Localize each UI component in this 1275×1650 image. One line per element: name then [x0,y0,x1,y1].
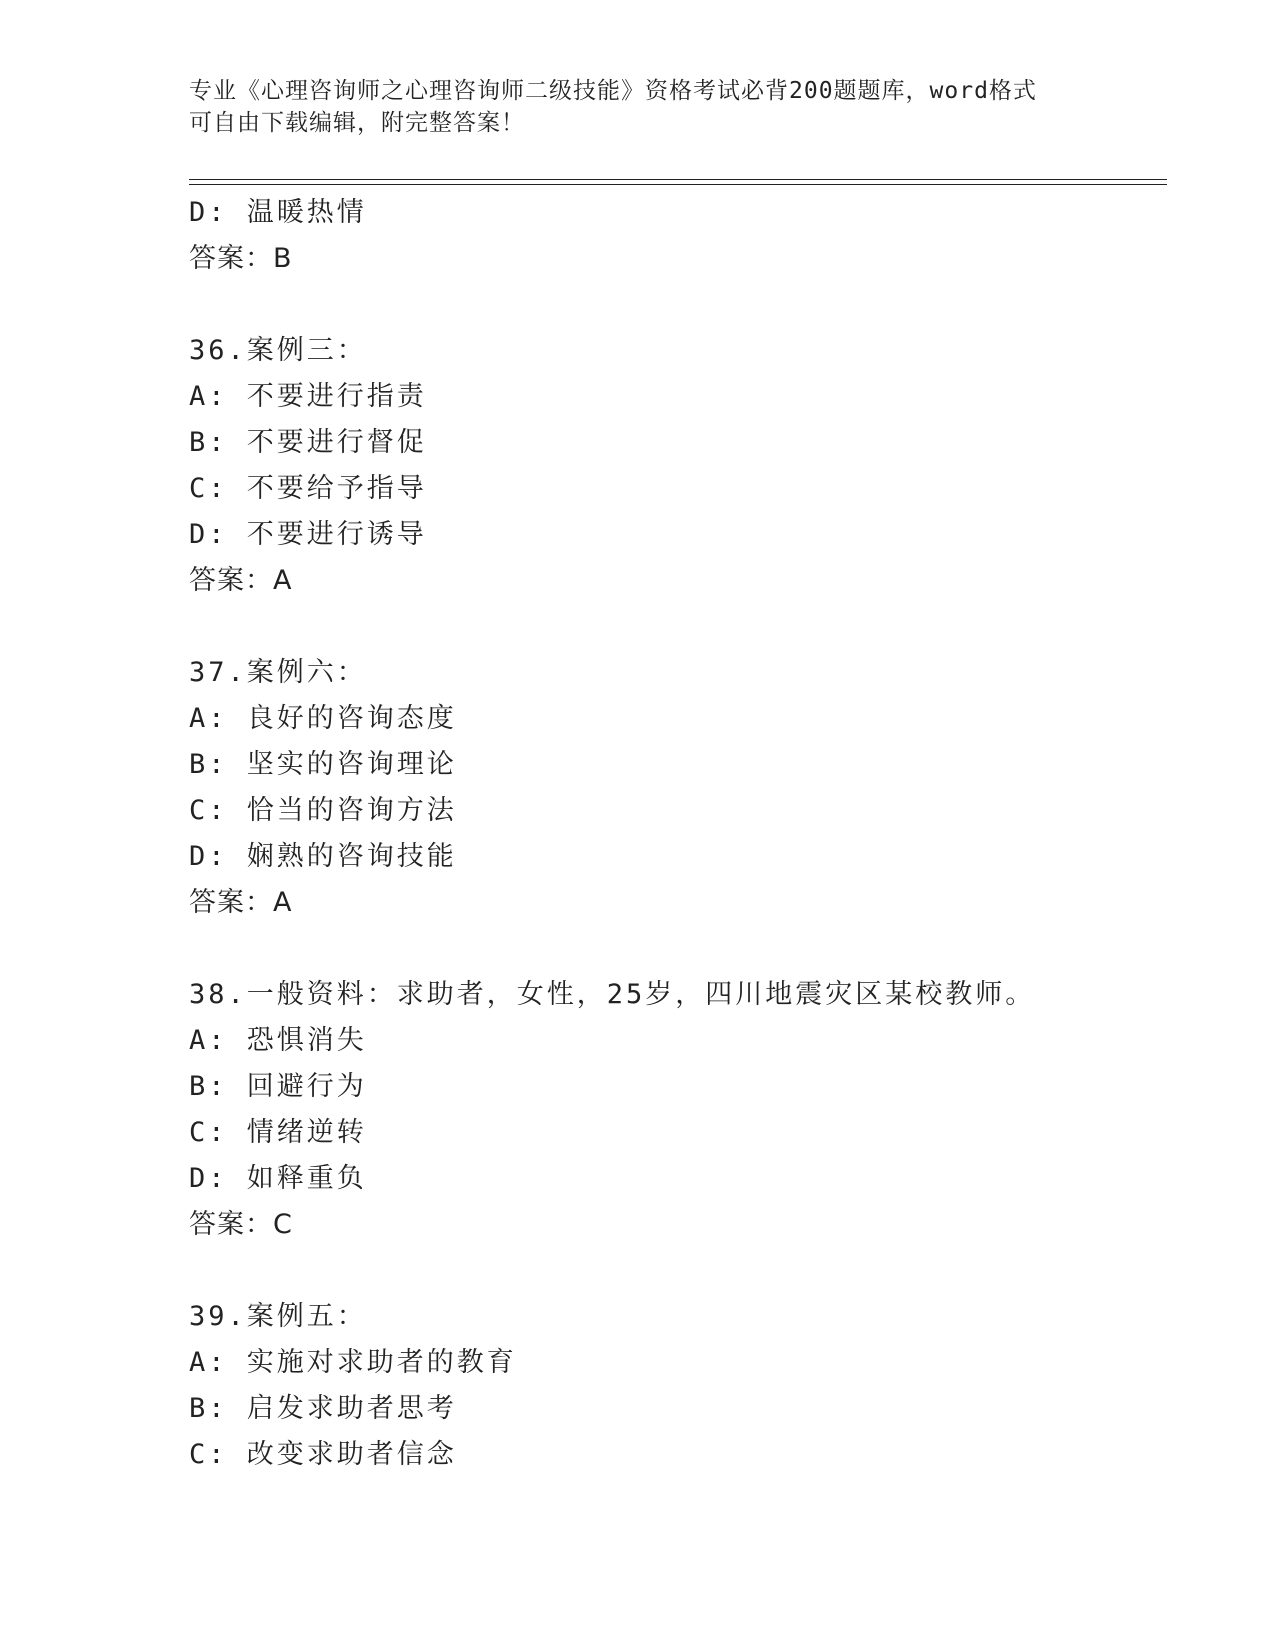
answer-line: 答案：B [189,243,293,274]
spacer [189,1248,1189,1294]
option-d: D: 如释重负 [189,1163,367,1194]
option-c: C: 改变求助者信念 [189,1439,457,1470]
spacer [189,282,1189,328]
option-a: A: 不要进行指责 [189,381,427,412]
option-b: B: 启发求助者思考 [189,1393,457,1424]
header-divider-top [189,179,1167,180]
option-b: B: 坚实的咨询理论 [189,749,457,780]
option-d: D: 娴熟的咨询技能 [189,841,457,872]
header-divider-bottom [189,184,1167,185]
option-d: D: 温暖热情 [189,197,367,228]
spacer [189,604,1189,650]
option-c: C: 情绪逆转 [189,1117,367,1148]
option-c: C: 恰当的咨询方法 [189,795,457,826]
answer-line: 答案：C [189,1209,293,1240]
question-stem: 36.案例三： [189,335,367,366]
option-a: A: 恐惧消失 [189,1025,367,1056]
document-header [189,75,1089,139]
spacer [189,926,1189,972]
header-title-line-1: 专业《心理咨询师之心理咨询师二级技能》资格考试必背200题题库，word格式 [189,78,1037,104]
answer-line: 答案：A [189,565,293,596]
question-stem: 38.一般资料：求助者，女性，25岁，四川地震灾区某校教师。 [189,979,1036,1010]
question-stem: 37.案例六： [189,657,367,688]
question-list [189,190,1189,1478]
option-a: A: 良好的咨询态度 [189,703,457,734]
option-b: B: 回避行为 [189,1071,367,1102]
option-b: B: 不要进行督促 [189,427,427,458]
option-a: A: 实施对求助者的教育 [189,1347,517,1378]
answer-line: 答案：A [189,887,293,918]
question-stem: 39.案例五： [189,1301,367,1332]
option-c: C: 不要给予指导 [189,473,427,504]
header-title-line-2: 可自由下载编辑，附完整答案！ [189,110,525,136]
option-d: D: 不要进行诱导 [189,519,427,550]
